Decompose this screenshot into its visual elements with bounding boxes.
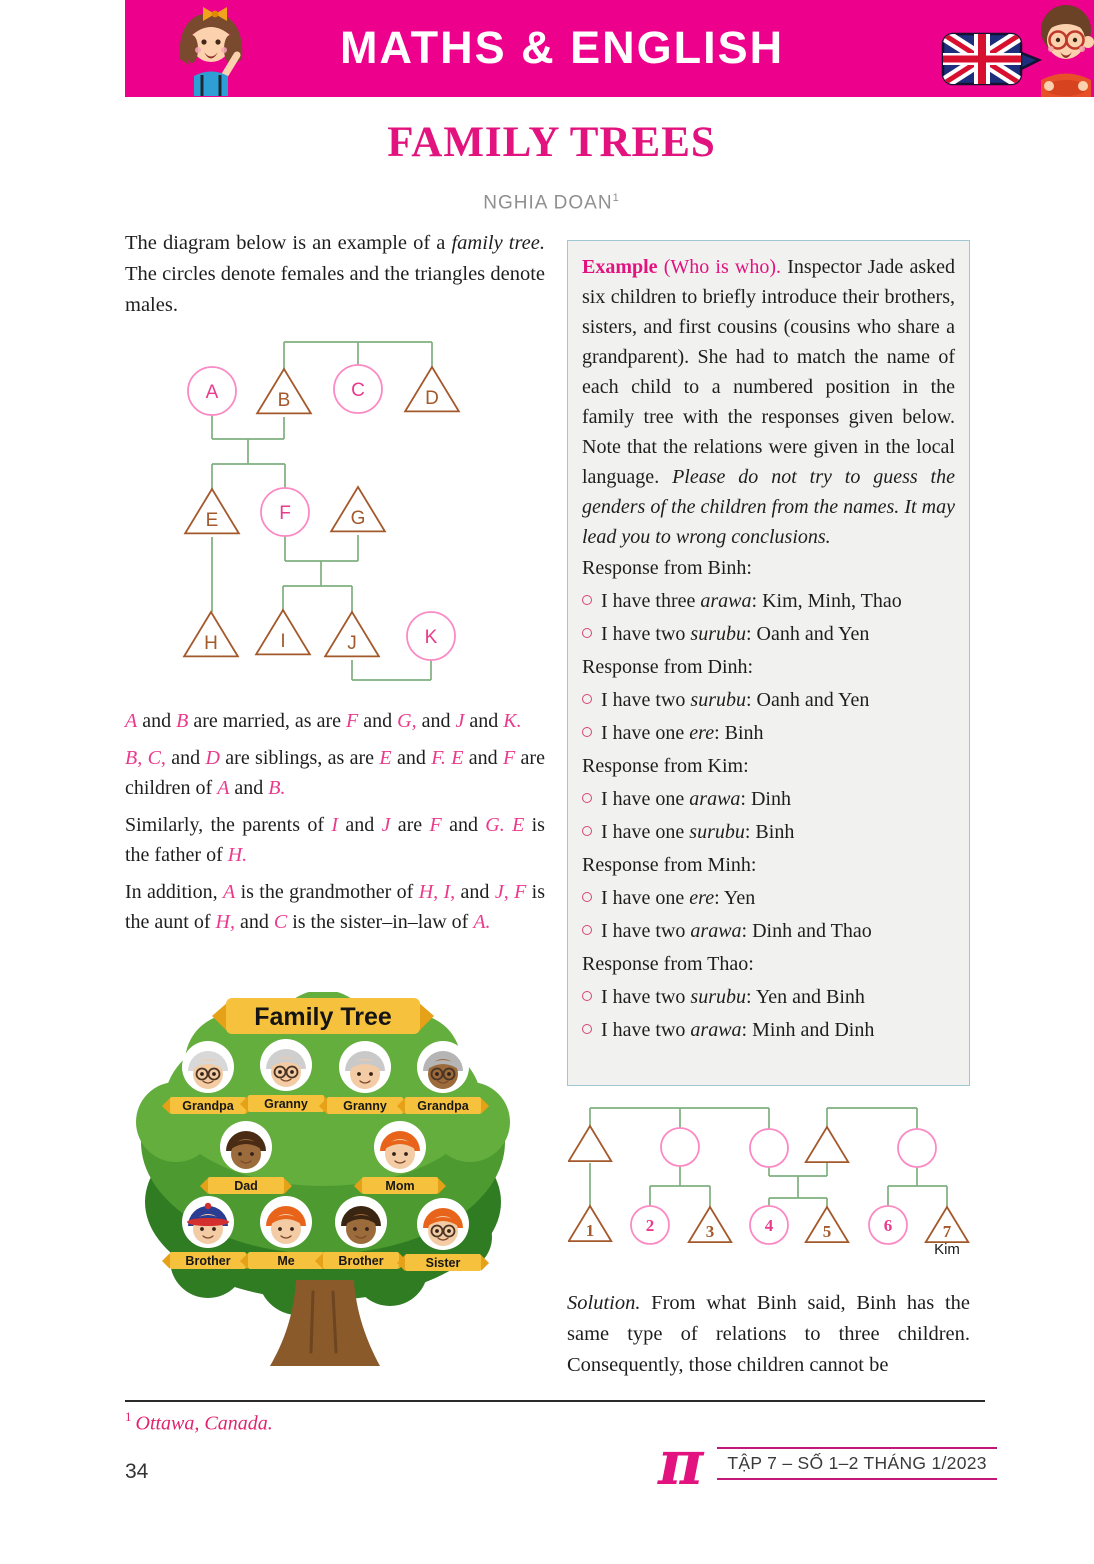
node-label: E [205,510,219,531]
uk-flag-icon [943,34,1039,84]
description-paragraph: A and B are married, as are F and G, and J and K. [125,710,522,732]
response-item: I have one arawa: Dinh [582,783,955,816]
girl-cartoon [163,3,259,96]
diagram-caption: Kim [934,1241,960,1258]
portrait-label: Dad [234,1179,258,1193]
page-title: FAMILY TREES [387,119,716,166]
bullet-circle-icon [582,628,592,638]
node-label: 7 [942,1222,952,1241]
response-item: I have one ere: Yen [582,882,955,915]
node-label: 4 [764,1216,774,1235]
footnote [125,1410,273,1436]
page-number: 34 [125,1460,149,1483]
family-tree-illustration [128,992,538,1377]
example-box [567,240,970,1086]
description-paragraphs [125,706,545,937]
family-tree-diagram-letters [125,336,545,708]
flag-and-boy [813,2,1094,97]
male-node [806,1127,849,1162]
node-label: B [277,390,291,411]
node-label: G [350,508,366,529]
node-label: 5 [822,1222,832,1241]
family-tree-diagram-numbers [568,1093,988,1268]
bullet-circle-icon [582,925,592,935]
family-tree-banner [212,998,434,1034]
node-label: 1 [585,1221,595,1240]
issue-label: TẬP 7 – SỐ 1–2 THÁNG 1/2023 [717,1447,996,1480]
bullet-circle-icon [582,1024,592,1034]
bullet-circle-icon [582,694,592,704]
pi-logo: π [658,1426,704,1499]
footnote-ref: 1 [125,1409,132,1424]
node-label: I [280,631,286,652]
intro-paragraph: The diagram below is an example of a family tree. The circles denote females and the triangles denote males. [125,232,545,316]
response-item: I have two surubu: Oanh and Yen [582,684,955,717]
female-node [898,1129,936,1167]
portrait-label: Brother [185,1254,231,1268]
node-label: D [425,388,439,409]
response-group-header: Response from Binh: [582,557,752,579]
node-label: H [204,633,218,654]
node-label: C [351,380,365,401]
response-group-header: Response from Minh: [582,854,757,876]
bullet-circle-icon [582,727,592,737]
female-node [750,1129,788,1167]
journal-mark [658,1426,997,1499]
example-intro: Example (Who is who). Inspector Jade asked six children to briefly introduce their brothers, sisters, and first cousins (cousins who share a grandparent). She had to match the name of each child to a numbered position in the family tree with the responses given below. Note that the relations were given in the local language. Please do not try to guess the genders of the children from the names. It may lead you to wrong conclusions. [582,256,955,548]
response-group-header: Response from Kim: [582,755,749,777]
portrait-label: Brother [338,1254,384,1268]
node-label: K [424,627,438,648]
bullet-circle-icon [582,826,592,836]
bullet-circle-icon [582,892,592,902]
bullet-circle-icon [582,793,592,803]
response-group-header: Response from Dinh: [582,656,754,678]
bullet-circle-icon [582,991,592,1001]
male-node [569,1126,612,1161]
portrait-label: Me [277,1254,295,1268]
node-label: 3 [705,1222,715,1241]
node-label: 2 [645,1216,655,1235]
description-paragraph: Similarly, the parents of I and J are F and G. E is the father of H. [125,814,545,866]
responses-list [582,552,955,1047]
portrait-label: Grandpa [182,1099,234,1113]
response-item: I have two arawa: Dinh and Thao [582,915,955,948]
node-label: A [205,382,219,403]
response-item: I have two surubu: Oanh and Yen [582,618,955,651]
response-item: I have one surubu: Binh [582,816,955,849]
response-item: I have two arawa: Minh and Dinh [582,1014,955,1047]
portrait-label: Sister [425,1256,461,1270]
portrait-label: Granny [343,1099,387,1113]
node-label: F [279,503,291,524]
response-item: I have three arawa: Kim, Minh, Thao [582,585,955,618]
boy-cartoon [1041,5,1094,97]
response-item: I have two surubu: Yen and Binh [582,981,955,1014]
node-label: J [347,633,357,654]
banner-title: MATHS & ENGLISH [340,22,785,73]
bullet-circle-icon [582,595,592,605]
solution-paragraph: Solution. From what Binh said, Binh has the same type of relations to three children. Consequently, those children cannot be [567,1292,970,1376]
portrait-label: Grandpa [417,1099,469,1113]
author-name: NGHIA DOAN [483,192,613,214]
footnote-text: Ottawa, Canada. [135,1412,273,1435]
author [125,192,978,214]
footnote-divider [125,1400,985,1402]
response-group-header: Response from Thao: [582,953,754,975]
description-paragraph: In addition, A is the grandmother of H, I, and J, F is the aunt of H, and C is the sister–in–law of A. [125,881,545,933]
family-tree-banner-label: Family Tree [254,1003,392,1031]
portrait-label: Granny [264,1097,308,1111]
author-footnote-ref: 1 [612,192,620,204]
node-label: 6 [883,1216,893,1235]
female-node [661,1128,699,1166]
portrait-label: Mom [385,1179,415,1193]
description-paragraph: B, C, and D are siblings, as are E and F. E and F are children of A and B. [125,747,545,799]
response-item: I have one ere: Binh [582,717,955,750]
header-banner [125,0,1094,97]
